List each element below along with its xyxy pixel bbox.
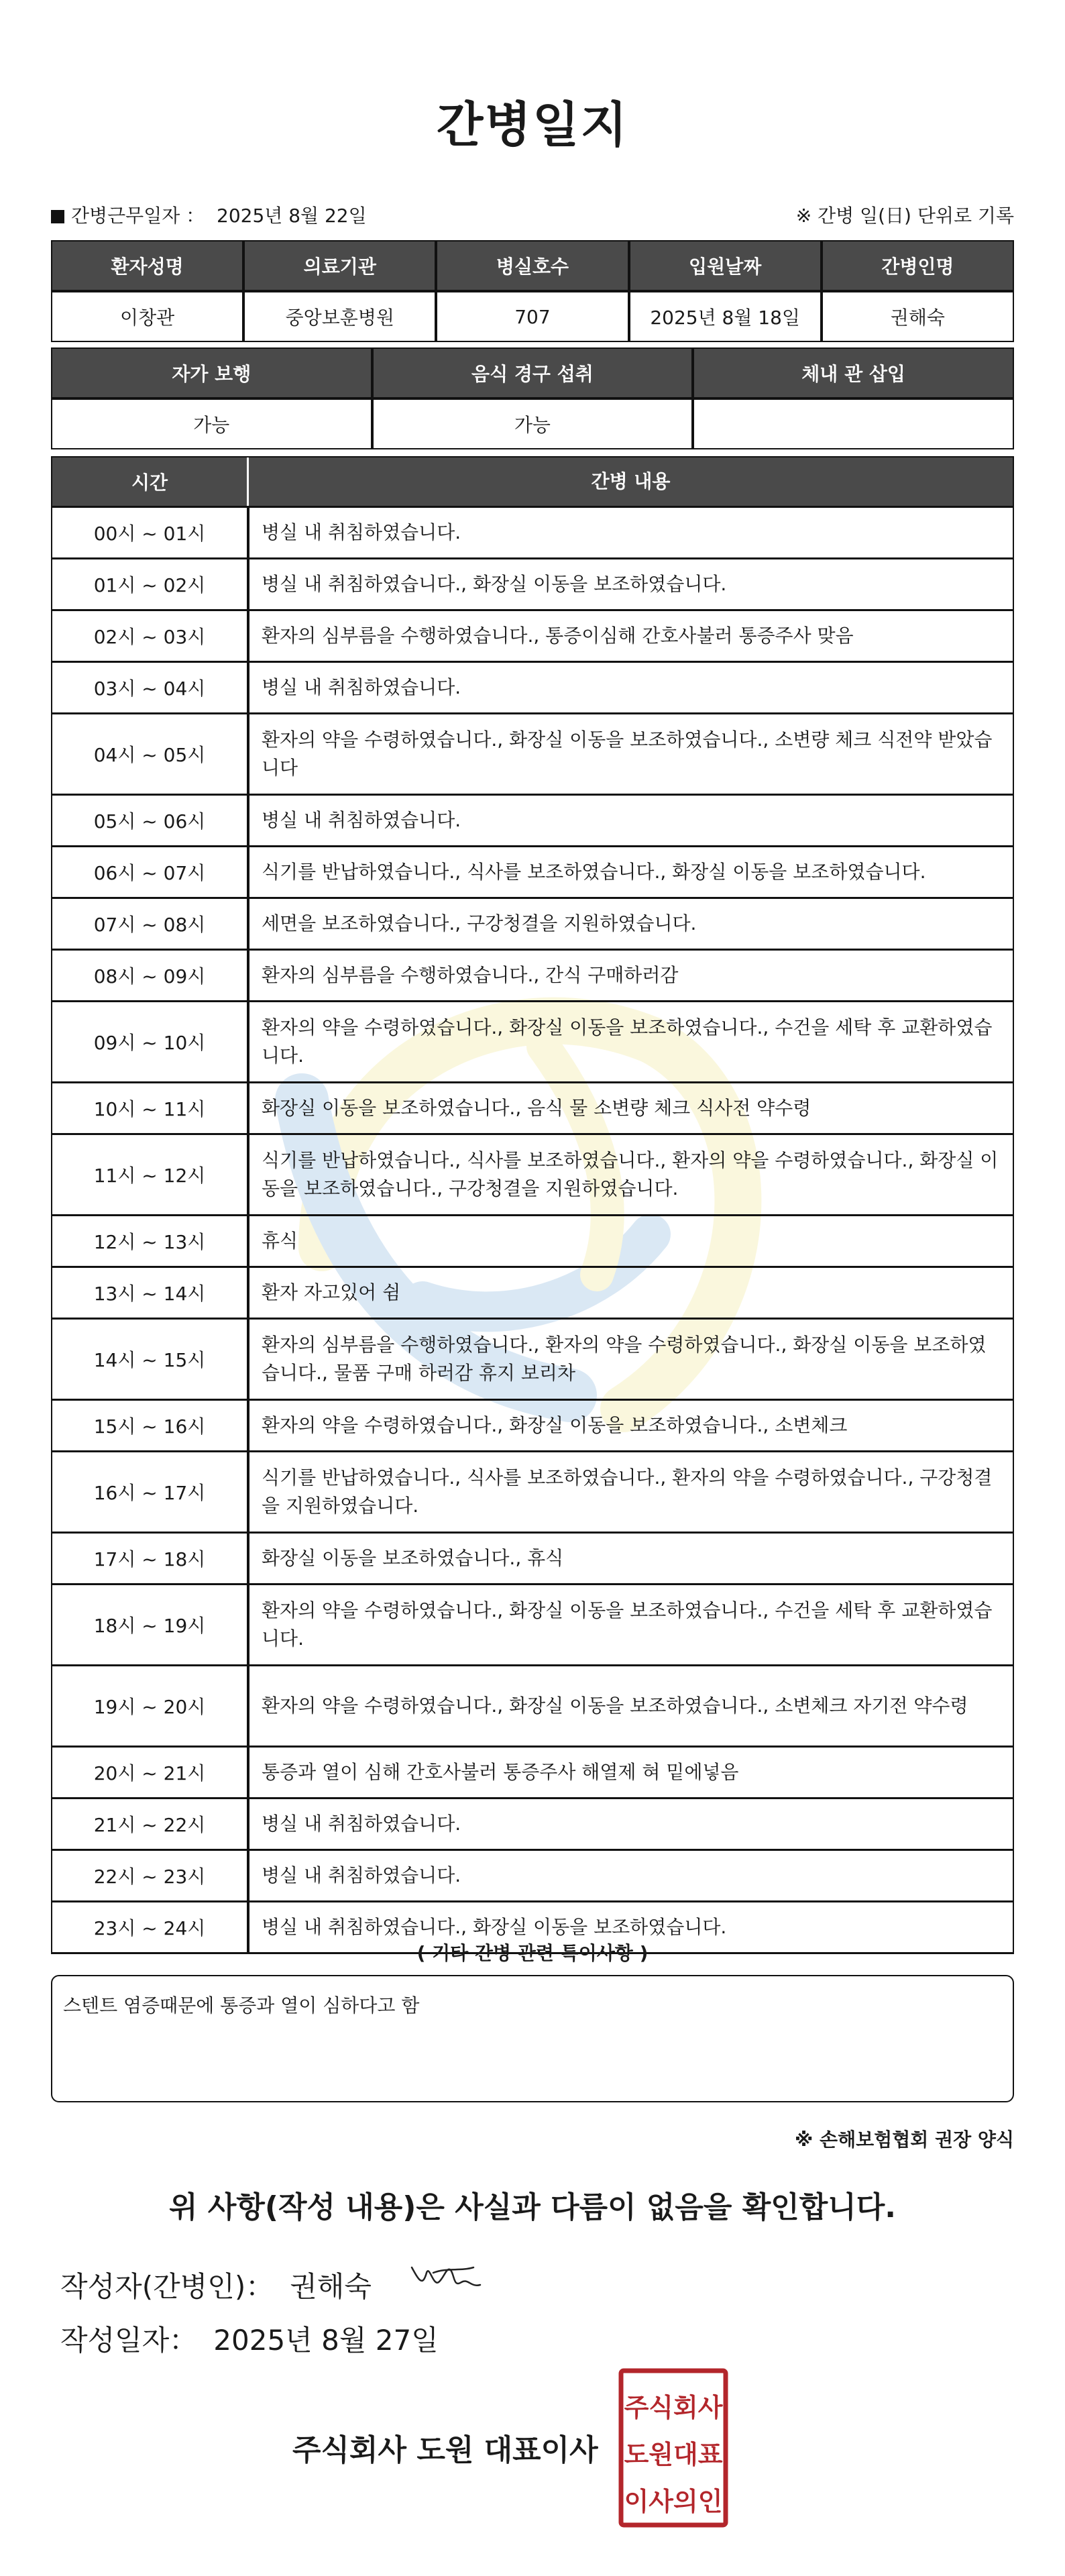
care-log-time: 11시 ~ 12시	[52, 1135, 249, 1214]
care-log-row	[51, 1851, 1014, 1902]
care-log-row	[51, 1002, 1014, 1083]
unit-note: ※ 간병 일(日) 단위로 기록	[795, 205, 1014, 227]
care-log-content: 통증과 열이 심해 간호사불러 통증주사 해열제 혀 밑에넣음	[262, 1761, 739, 1783]
self-walking-value: 가능	[51, 398, 372, 449]
care-log-row	[51, 611, 1014, 663]
care-log-time: 21시 ~ 22시	[52, 1799, 249, 1849]
care-log-row	[51, 1452, 1014, 1534]
work-date	[51, 201, 367, 228]
care-log-row	[51, 1748, 1014, 1799]
ability-table	[51, 347, 1014, 449]
written-date-value: 2025년 8월 27일	[213, 2324, 439, 2357]
oral-intake-value: 가능	[372, 398, 693, 449]
work-date-label: 간병근무일자 ：	[71, 205, 205, 227]
care-log-content: 환자의 심부름을 수행하였습니다., 환자의 약을 수령하였습니다., 화장실 이동을 보조하였습니다., 물품 구매 하러감 휴지 보리차	[262, 1334, 987, 1384]
caregiver-name: 권해숙	[822, 291, 1014, 342]
care-log-time: 16시 ~ 17시	[52, 1452, 249, 1532]
care-log-time: 18시 ~ 19시	[52, 1585, 249, 1664]
care-log-time: 08시 ~ 09시	[52, 951, 249, 1000]
care-log-content: 병실 내 취침하였습니다.	[262, 1813, 461, 1835]
written-date-line	[60, 2318, 439, 2359]
self-walking-header: 자가 보행	[51, 347, 372, 398]
admission-date: 2025년 8월 18일	[629, 291, 822, 342]
company-seal	[618, 2368, 728, 2528]
seal-text-line: 주식회사	[624, 2393, 723, 2422]
care-log-row	[51, 1268, 1014, 1320]
care-log-content: 환자의 약을 수령하였습니다., 화장실 이동을 보조하였습니다., 소변량 체크 식전약 받았습니다	[262, 729, 993, 779]
care-log-time: 10시 ~ 11시	[52, 1083, 249, 1133]
written-date-label: 작성일자：	[60, 2324, 198, 2357]
time-header: 시간	[52, 458, 249, 506]
remarks-box	[51, 1975, 1014, 2102]
care-log-row	[51, 847, 1014, 899]
room-header: 병실호수	[436, 240, 628, 291]
writer-name: 권해숙	[290, 2270, 372, 2303]
care-log-time: 12시 ~ 13시	[52, 1216, 249, 1266]
care-log-row	[51, 663, 1014, 714]
content-header: 간병 내용	[591, 470, 671, 492]
care-log-row	[51, 1666, 1014, 1748]
care-log-content: 환자의 약을 수령하였습니다., 화장실 이동을 보조하였습니다., 수건을 세탁 후 교환하였습니다.	[262, 1016, 993, 1067]
care-log-time: 20시 ~ 21시	[52, 1748, 249, 1797]
company-name: 주식회사 도원 대표이사	[292, 2433, 598, 2467]
care-log-time: 23시 ~ 24시	[52, 1902, 249, 1952]
recommend-note: ※ 손해보험협회 권장 양식	[795, 2129, 1014, 2151]
writer-label: 작성자(간병인)：	[60, 2270, 274, 2303]
seal-text-line: 도원대표	[624, 2440, 723, 2469]
care-log-row	[51, 1534, 1014, 1585]
care-log-content: 식기를 반납하였습니다., 식사를 보조하였습니다., 환자의 약을 수령하였습니다., 구강청결을 지원하였습니다.	[262, 1466, 993, 1517]
work-date-value: 2025년 8월 22일	[217, 205, 367, 227]
care-log-row	[51, 899, 1014, 951]
writer-line	[60, 2265, 372, 2305]
care-log-content: 환자 자고있어 쉼	[262, 1281, 401, 1303]
care-log-time: 03시 ~ 04시	[52, 663, 249, 712]
care-log-content: 환자의 약을 수령하였습니다., 화장실 이동을 보조하였습니다., 수건을 세탁 후 교환하였습니다.	[262, 1599, 993, 1650]
care-log-time: 19시 ~ 20시	[52, 1666, 249, 1746]
care-log-row	[51, 1216, 1014, 1268]
remarks-title: ( 기타 간병 관련 특이사항 )	[416, 1942, 649, 1964]
care-log-content: 휴식	[262, 1230, 298, 1252]
care-log-content: 환자의 약을 수령하였습니다., 화장실 이동을 보조하였습니다., 소변체크 자기전 약수령	[262, 1695, 968, 1717]
care-log-content: 병실 내 취침하였습니다., 화장실 이동을 보조하였습니다.	[262, 573, 727, 595]
hospital: 중앙보훈병원	[243, 291, 436, 342]
care-log-content: 식기를 반납하였습니다., 식사를 보조하였습니다., 화장실 이동을 보조하였습니다.	[262, 861, 926, 883]
care-log-time: 15시 ~ 16시	[52, 1401, 249, 1450]
care-log-content: 병실 내 취침하였습니다.	[262, 1864, 461, 1886]
page-title: 간병일지	[436, 97, 629, 153]
admission-date-header: 입원날짜	[629, 240, 822, 291]
care-log-row	[51, 559, 1014, 611]
tube-insertion-header: 체내 관 삽입	[693, 347, 1014, 398]
care-log-content: 화장실 이동을 보조하였습니다., 음식 물 소변량 체크 식사전 약수령	[262, 1097, 811, 1119]
care-log-row	[51, 714, 1014, 796]
care-log-time: 13시 ~ 14시	[52, 1268, 249, 1318]
confirmation-statement: 위 사항(작성 내용)은 사실과 다름이 없음을 확인합니다.	[169, 2190, 896, 2224]
care-log-time: 17시 ~ 18시	[52, 1534, 249, 1583]
patient-table	[51, 240, 1014, 342]
care-log-row	[51, 508, 1014, 559]
care-log-row	[51, 1799, 1014, 1851]
care-log-time: 09시 ~ 10시	[52, 1002, 249, 1081]
seal-text-line: 이사의인	[624, 2487, 723, 2516]
care-log-time: 01시 ~ 02시	[52, 559, 249, 609]
patient-name: 이창관	[51, 291, 243, 342]
care-log-content: 병실 내 취침하였습니다.	[262, 809, 461, 831]
care-log-content: 환자의 심부름을 수행하였습니다., 간식 구매하러감	[262, 964, 679, 986]
remarks-text: 스텐트 염증때문에 통증과 열이 심하다고 함	[63, 1994, 420, 2017]
care-log-content: 환자의 심부름을 수행하였습니다., 통증이심해 간호사불러 통증주사 맞음	[262, 625, 854, 647]
care-log-content: 화장실 이동을 보조하였습니다., 휴식	[262, 1547, 564, 1569]
care-log-header-row	[51, 456, 1014, 508]
care-log-time: 06시 ~ 07시	[52, 847, 249, 897]
care-log-row	[51, 1083, 1014, 1135]
care-log-row	[51, 1585, 1014, 1666]
square-bullet-icon	[51, 210, 64, 223]
care-log-time: 07시 ~ 08시	[52, 899, 249, 949]
care-log-content: 병실 내 취침하였습니다.	[262, 521, 461, 543]
care-log-row	[51, 1320, 1014, 1401]
care-log-time: 02시 ~ 03시	[52, 611, 249, 661]
care-log-content: 병실 내 취침하였습니다.	[262, 676, 461, 698]
room-number: 707	[436, 291, 628, 342]
care-log-time: 22시 ~ 23시	[52, 1851, 249, 1900]
care-log-row	[51, 1401, 1014, 1452]
care-log-row	[51, 796, 1014, 847]
care-log-table	[51, 456, 1014, 1954]
care-log-row	[51, 1135, 1014, 1216]
care-log-rows	[51, 508, 1014, 1954]
patient-name-header: 환자성명	[51, 240, 243, 291]
hospital-header: 의료기관	[243, 240, 436, 291]
care-log-content: 식기를 반납하였습니다., 식사를 보조하였습니다., 환자의 약을 수령하였습니다., 화장실 이동을 보조하였습니다., 구강청결을 지원하였습니다.	[262, 1149, 999, 1199]
tube-insertion-value	[693, 398, 1014, 449]
meta-row	[51, 201, 1014, 228]
caregiver-header: 간병인명	[822, 240, 1014, 291]
care-log-time: 05시 ~ 06시	[52, 796, 249, 845]
care-log-content: 병실 내 취침하였습니다., 화장실 이동을 보조하였습니다.	[262, 1916, 727, 1938]
oral-intake-header: 음식 경구 섭취	[372, 347, 693, 398]
care-log-time: 14시 ~ 15시	[52, 1320, 249, 1399]
care-log-time: 00시 ~ 01시	[52, 508, 249, 557]
care-log-content: 환자의 약을 수령하였습니다., 화장실 이동을 보조하였습니다., 소변체크	[262, 1414, 848, 1436]
handwritten-signature	[406, 2253, 494, 2300]
care-log-time: 04시 ~ 05시	[52, 714, 249, 794]
care-log-row	[51, 951, 1014, 1002]
care-log-content: 세면을 보조하였습니다., 구강청결을 지원하였습니다.	[262, 912, 697, 934]
